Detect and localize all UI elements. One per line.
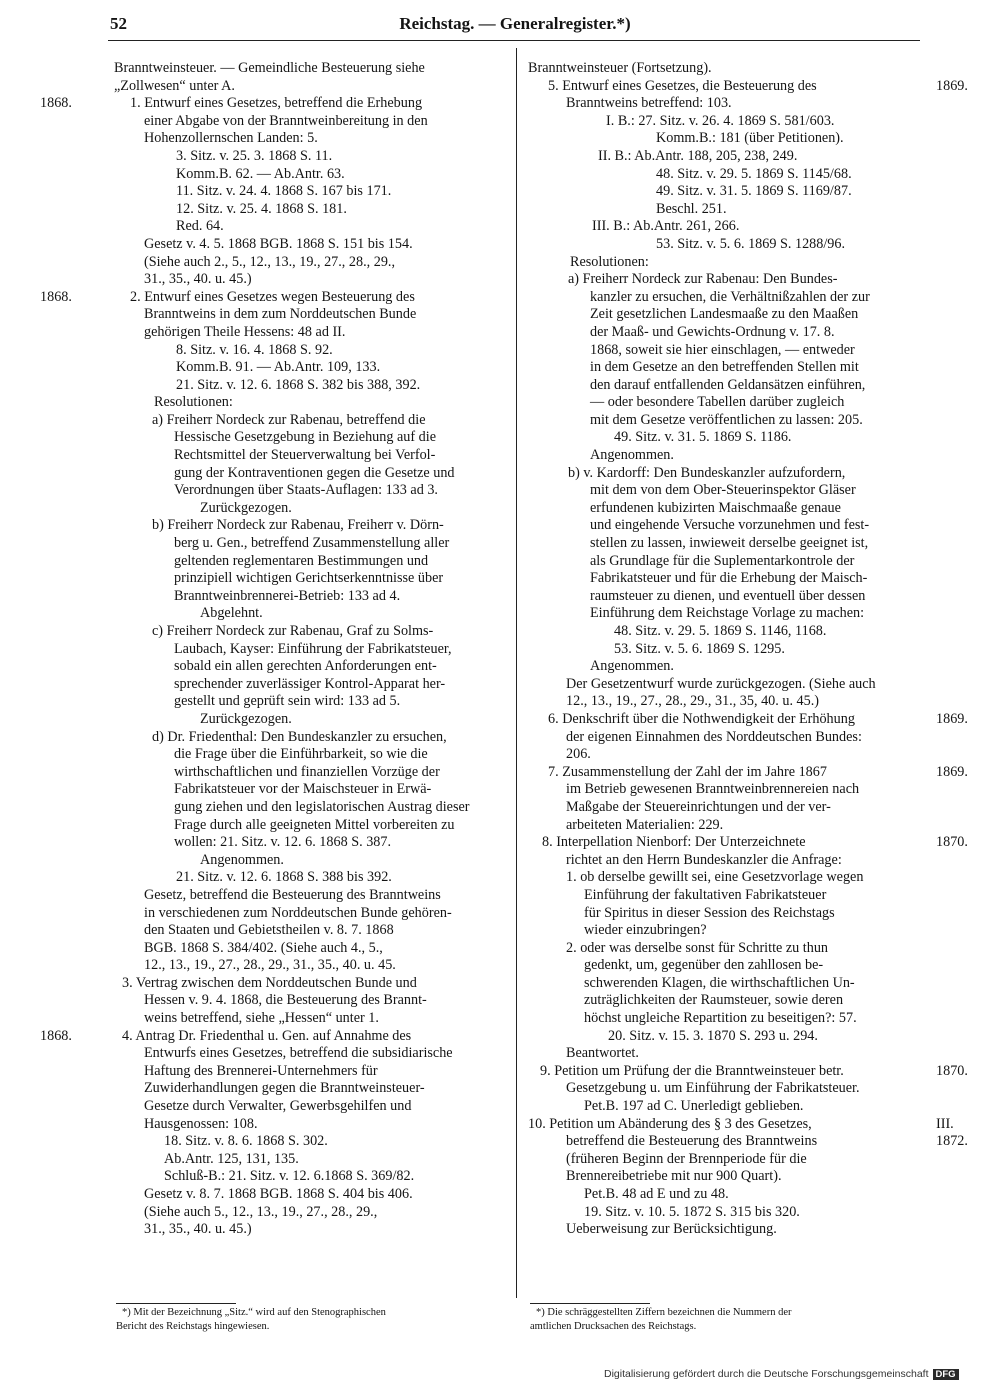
entry-line — [100, 1151, 504, 1169]
entry-text: Rechtsmittel der Steuerverwaltung bei Verfol- — [174, 447, 436, 464]
entry-text: Gesetz v. 8. 7. 1868 BGB. 1868 S. 404 bis 406. — [144, 1186, 413, 1202]
entry-text: Ueberweisung zur Berücksichtigung. — [566, 1221, 777, 1238]
entry-line — [526, 799, 916, 817]
entry-line — [100, 729, 504, 747]
entry-text: 3. Vertrag zwischen dem Norddeutschen Bunde und — [122, 974, 417, 991]
entry-text: 1. ob derselbe gewillt sei, eine Gesetzvorlage wegen — [566, 869, 864, 886]
entry-line — [526, 922, 916, 940]
entry-line — [526, 1133, 968, 1151]
entry-text: 21. Sitz. v. 12. 6. 1868 S. 388 bis 392. — [176, 869, 392, 886]
entry-text: Branntweinbrennerei-Betrieb: 133 ad 4. — [174, 587, 401, 604]
entry-text: 6. Denkschrift über die Nothwendigkeit der Erhöhung — [548, 710, 855, 727]
entry-line — [100, 324, 504, 342]
entry-line — [100, 869, 504, 887]
entry-line — [100, 412, 504, 430]
entry-line — [526, 1168, 916, 1186]
entry-text: 12. Sitz. v. 25. 4. 1868 S. 181. — [176, 200, 347, 217]
entry-text: Beschl. 251. — [656, 200, 727, 217]
entry-line — [100, 482, 504, 500]
entry-line — [526, 218, 916, 236]
entry-line — [526, 693, 916, 711]
entry-line — [526, 940, 916, 958]
entry-line — [100, 922, 504, 940]
year-label: 1868. — [40, 288, 72, 305]
entry-line — [526, 781, 916, 799]
left-column — [40, 60, 504, 1239]
entry-line — [100, 799, 504, 817]
entry-text: als Grundlage für die Suplementarkontrole der — [590, 552, 855, 569]
credit-text: Digitalisierung gefördert durch die Deutsche Forschungsgemeinschaft — [604, 1368, 929, 1380]
entry-line — [100, 781, 504, 799]
entry-text: raumsteuer zu dienen, und eventuell über dessen — [590, 587, 866, 604]
entry-line — [526, 412, 916, 430]
entry-text: 49. Sitz. v. 31. 5. 1869 S. 1186. — [614, 429, 792, 446]
entry-line — [526, 905, 916, 923]
entry-text: 7. Zusammenstellung der Zahl der im Jahre 1867 — [548, 763, 827, 780]
entry-text: d) Dr. Friedenthal: Den Bundeskanzler zu ersuchen, — [152, 728, 447, 745]
entry-line — [100, 517, 504, 535]
entry-text: 9. Petition um Prüfung der die Branntweinsteuer betr. — [540, 1062, 844, 1079]
entry-text: Abgelehnt. — [200, 605, 263, 622]
entry-line — [100, 553, 504, 571]
entry-text: Zuwiderhandlungen gegen die Branntweinsteuer- — [144, 1080, 425, 1097]
footnote-line: Bericht des Reichstags hingewiesen. — [116, 1321, 270, 1332]
entry-text: Hausgenossen: 108. — [144, 1115, 258, 1132]
entry-line — [526, 394, 916, 412]
entry-line — [526, 1151, 916, 1169]
entry-line — [526, 975, 916, 993]
entry-text: Gesetz, betreffend die Besteuerung des Branntweins — [144, 886, 441, 903]
page-header — [110, 14, 920, 38]
entry-line — [526, 623, 916, 641]
page-number: 52 — [110, 14, 127, 33]
entry-text: Gesetze durch Verwalter, Gewerbsgehilfen und — [144, 1098, 412, 1115]
entry-text: 2. oder was derselbe sonst für Schritte zu thun — [566, 939, 829, 956]
entry-text: Gesetzgebung u. um Einführung der Fabrikatsteuer. — [566, 1080, 860, 1097]
entry-text: 53. Sitz. v. 5. 6. 1869 S. 1295. — [614, 640, 785, 657]
entry-text: Hohenzollernschen Landen: 5. — [144, 130, 318, 147]
entry-line — [526, 676, 916, 694]
entry-line — [526, 957, 916, 975]
entry-text: 18. Sitz. v. 8. 6. 1868 S. 302. — [164, 1133, 328, 1150]
entry-text: Pet.B. 48 ad E und zu 48. — [584, 1186, 729, 1202]
entry-text: „Zollwesen“ unter A. — [114, 77, 235, 94]
entry-text: 21. Sitz. v. 12. 6. 1868 S. 382 bis 388, 392. — [176, 376, 421, 393]
entry-line — [100, 676, 504, 694]
footnote-left — [116, 1306, 508, 1334]
entry-line — [526, 377, 916, 395]
entry-text: 1868, soweit sie hier einschlagen, — entweder — [590, 341, 855, 358]
entry-line — [100, 570, 504, 588]
entry-line — [100, 130, 504, 148]
entry-text: Frage durch alle geeigneten Mittel vorbereiten zu — [174, 816, 455, 833]
header-rule — [108, 40, 920, 41]
entry-line — [526, 95, 916, 113]
entry-text: Angenommen. — [200, 851, 284, 868]
year-label: 1869. — [936, 710, 968, 727]
entry-line — [526, 992, 916, 1010]
entry-line — [100, 817, 504, 835]
entry-text: Branntweins in dem zum Norddeutschen Bunde — [144, 306, 417, 323]
entry-text: Zeit gesetzlichen Landesmaaße zu den Maaßen — [590, 306, 859, 323]
entry-text: einer Abgabe von der Branntweinbereitung in den — [144, 112, 428, 129]
entry-line — [526, 236, 916, 254]
entry-text: (früheren Beginn der Brennperiode für die — [566, 1150, 807, 1167]
entry-line — [526, 817, 916, 835]
entry-line — [526, 535, 916, 553]
entry-text: Angenommen. — [590, 658, 674, 675]
entry-line — [100, 271, 504, 289]
entry-line — [100, 148, 504, 166]
entry-line — [526, 641, 916, 659]
entry-line — [526, 869, 916, 887]
entry-line — [526, 605, 916, 623]
entry-text: kanzler zu ersuchen, die Verhältnißzahlen der zur — [590, 288, 870, 305]
entry-line — [100, 359, 504, 377]
entry-text: Hessische Gesetzgebung in Beziehung auf die — [174, 429, 436, 446]
entry-text: Entwurfs eines Gesetzes, betreffend die subsidiarische — [144, 1045, 453, 1062]
entry-line — [526, 517, 916, 535]
entry-line — [100, 465, 504, 483]
entry-text: gung der Kontraventionen gegen die Gesetze und — [174, 464, 455, 481]
entry-line — [100, 1116, 504, 1134]
entry-text: Komm.B. 62. — Ab.Antr. 63. — [176, 165, 345, 182]
entry-line — [100, 342, 504, 360]
entry-line — [526, 306, 916, 324]
entry-line — [100, 693, 504, 711]
entry-line — [526, 183, 916, 201]
entry-line — [100, 764, 504, 782]
entry-line — [100, 166, 504, 184]
entry-line — [526, 834, 968, 852]
entry-text: 2. Entwurf eines Gesetzes wegen Besteuerung des — [130, 288, 415, 305]
right-column — [526, 60, 968, 1239]
entry-text: Hessen v. 9. 4. 1868, die Besteuerung des Brannt- — [144, 992, 427, 1009]
entry-text: Verordnungen über Staats-Auflagen: 133 ad 3. — [174, 482, 438, 499]
entry-text: Pet.B. 197 ad C. Unerledigt geblieben. — [584, 1098, 804, 1115]
entry-line — [526, 113, 916, 131]
year-label: 1870. — [936, 834, 968, 851]
year-label: 1869. — [936, 77, 968, 94]
entry-text: Schluß-B.: 21. Sitz. v. 12. 6.1868 S. 369/82. — [164, 1168, 415, 1185]
entry-text: wirthschaftlichen und finanziellen Vorzüge der — [174, 763, 440, 780]
entry-line — [526, 482, 916, 500]
entry-line — [40, 288, 504, 307]
entry-line — [526, 271, 916, 289]
entry-text: gung ziehen und den legislatorischen Austrag dieser — [174, 798, 470, 815]
year-label: 1868. — [40, 95, 72, 112]
year-label: 1868. — [40, 1027, 72, 1044]
entry-line — [100, 1080, 504, 1098]
entry-text: Gesetz v. 4. 5. 1868 BGB. 1868 S. 151 bis 154. — [144, 235, 413, 252]
entry-text: berg u. Gen., betreffend Zusammenstellung aller — [174, 535, 450, 552]
entry-text: III. B.: Ab.Antr. 261, 266. — [592, 218, 740, 235]
entry-text: 11. Sitz. v. 24. 4. 1868 S. 167 bis 171. — [176, 183, 392, 200]
entry-line — [526, 447, 916, 465]
entry-text: 48. Sitz. v. 29. 5. 1869 S. 1146, 1168. — [614, 623, 827, 639]
entry-line — [100, 746, 504, 764]
entry-line — [526, 359, 916, 377]
entry-text: 206. — [566, 746, 591, 763]
entry-line — [526, 658, 916, 676]
entry-text: den darauf entfallenden Geldansätzen einführen, — [590, 376, 866, 393]
entry-text: weins betreffend, siehe „Hessen“ unter 1. — [144, 1010, 379, 1027]
entry-line — [100, 429, 504, 447]
entry-line — [526, 729, 916, 747]
entry-text: stellen zu lassen, inwieweit derselbe geeignet ist, — [590, 535, 869, 552]
footnote-rule-left — [116, 1303, 236, 1304]
entry-line — [100, 887, 504, 905]
entry-text: Einführung der fakultativen Fabrikatsteuer — [584, 886, 827, 903]
entry-line — [526, 763, 968, 782]
entry-line — [526, 342, 916, 360]
entry-line — [100, 658, 504, 676]
entry-text: II. B.: Ab.Antr. 188, 205, 238, 249. — [598, 147, 798, 164]
entry-text: in dem Gesetze an den betreffenden Stellen mit — [590, 359, 859, 376]
entry-line — [100, 377, 504, 395]
entry-line — [100, 1186, 504, 1204]
entry-line — [100, 236, 504, 254]
entry-line — [100, 394, 504, 412]
footnote-right — [530, 1306, 920, 1334]
entry-line — [100, 641, 504, 659]
entry-line — [526, 1098, 916, 1116]
entry-line — [100, 113, 504, 131]
entry-text: Fabrikatsteuer vor der Maischsteuer in Erwä- — [174, 781, 432, 798]
entry-text: und eingehende Versuche vorzunehmen und fest- — [590, 517, 870, 534]
entry-text: zuträglichkeiten der Raumsteuer, sowie deren — [584, 992, 844, 1009]
entry-text: Komm.B.: 181 (über Petitionen). — [656, 130, 844, 147]
entry-text: (Siehe auch 2., 5., 12., 13., 19., 27., 28., 29., — [144, 253, 396, 270]
entry-line — [526, 77, 968, 96]
entry-line — [40, 95, 504, 113]
entry-text: 8. Interpellation Nienborf: Der Unterzeichnete — [542, 834, 806, 851]
entry-line — [526, 553, 916, 571]
entry-line — [526, 1221, 916, 1239]
entry-line — [100, 1098, 504, 1116]
entry-line — [100, 218, 504, 236]
entry-text: prinzipiell wichtigen Gerichtserkenntnisse über — [174, 570, 444, 587]
footnote-line: *) Mit der Bezeichnung „Sitz.“ wird auf den Stenographischen — [122, 1307, 386, 1318]
entry-line — [526, 1186, 916, 1204]
entry-line — [526, 429, 916, 447]
entry-line — [526, 1045, 916, 1063]
dfg-logo: DFG — [933, 1369, 959, 1380]
entry-text: Branntweins betreffend: 103. — [566, 95, 732, 112]
entry-line — [526, 1010, 916, 1028]
entry-text: gehörigen Theile Hessens: 48 ad II. — [144, 323, 346, 340]
entry-text: Branntweinsteuer (Fortsetzung). — [528, 60, 712, 76]
entry-line — [100, 1204, 504, 1222]
entry-line — [100, 1010, 504, 1028]
entry-text: 12., 13., 19., 27., 28., 29., 31., 35, 40. u. 45.) — [566, 693, 820, 710]
entry-text: richtet an den Herrn Bundeskanzler die Anfrage: — [566, 851, 842, 868]
entry-line — [526, 500, 916, 518]
entry-line — [100, 306, 504, 324]
column-divider — [516, 48, 517, 1298]
entry-line — [100, 254, 504, 272]
entry-text: 31., 35., 40. u. 45.) — [144, 1221, 252, 1238]
entry-line — [526, 887, 916, 905]
entry-text: Der Gesetzentwurf wurde zurückgezogen. (Siehe auch — [566, 675, 876, 692]
entry-text: c) Freiherr Nordeck zur Rabenau, Graf zu Solms- — [152, 623, 434, 639]
entry-line — [100, 1221, 504, 1239]
entry-text: 12., 13., 19., 27., 28., 29., 31., 35., 40. u. 45. — [144, 957, 396, 974]
year-label: 1870. — [936, 1062, 968, 1079]
entry-line — [100, 852, 504, 870]
entry-line — [100, 1168, 504, 1186]
entry-text: Angenommen. — [590, 447, 674, 464]
entry-text: Laubach, Kayser: Einführung der Fabrikatsteuer, — [174, 640, 452, 657]
entry-line — [100, 623, 504, 641]
entry-line — [526, 570, 916, 588]
entry-text: Zurückgezogen. — [200, 499, 292, 516]
entry-line — [40, 1027, 504, 1046]
entry-line — [100, 1045, 504, 1063]
entry-line — [100, 711, 504, 729]
entry-text: 8. Sitz. v. 16. 4. 1868 S. 92. — [176, 341, 333, 358]
entry-text: betreffend die Besteuerung des Branntweins — [566, 1133, 818, 1150]
entry-text: der Maaß- und Gewichts-Ordnung v. 17. 8. — [590, 323, 835, 340]
entry-text: sprechender zuverlässiger Kontrol-Apparat her- — [174, 675, 446, 692]
running-title: Reichstag. — Generalregister.*) — [399, 14, 631, 33]
entry-text: der eigenen Einnahmen des Norddeutschen Bundes: — [566, 728, 862, 745]
entry-text: gedenkt, um, gegenüber den zahllosen be- — [584, 957, 824, 974]
entry-text: I. B.: 27. Sitz. v. 26. 4. 1869 S. 581/603. — [606, 112, 835, 129]
footnote-line: *) Die schräggestellten Ziffern bezeichnen die Nummern der — [536, 1307, 792, 1318]
entry-text: mit dem Gesetze veröffentlichen zu lassen: 205. — [590, 411, 863, 428]
entry-line — [100, 447, 504, 465]
entry-text: Brennereibetriebe mit nur 900 Quart). — [566, 1168, 782, 1185]
entry-text: Komm.B. 91. — Ab.Antr. 109, 133. — [176, 359, 381, 376]
entry-text: Einführung dem Reichstage Vorlage zu machen: — [590, 605, 865, 622]
entry-text: b) Freiherr Nordeck zur Rabenau, Freiherr v. Dörn- — [152, 517, 444, 534]
entry-text: Beantwortet. — [566, 1045, 639, 1062]
entry-text: schwerenden Klagen, die wirthschaftlichen Un- — [584, 974, 855, 991]
entry-line — [526, 60, 916, 78]
year-label: 1869. — [936, 763, 968, 780]
entry-text: 1. Entwurf eines Gesetzes, betreffend die Erhebung — [130, 95, 423, 112]
entry-text: b) v. Kardorff: Den Bundeskanzler aufzufordern, — [568, 464, 846, 481]
entry-text: Ab.Antr. 125, 131, 135. — [164, 1150, 299, 1167]
entry-text: a) Freiherr Nordeck zur Rabenau: Den Bundes- — [568, 271, 838, 288]
entry-text: erfundenen kubizirten Maischmaaße genaue — [590, 499, 841, 516]
entry-line — [526, 201, 916, 219]
entry-line — [526, 1028, 916, 1046]
entry-line — [526, 588, 916, 606]
entry-text: (Siehe auch 5., 12., 13., 19., 27., 28., 29., — [144, 1203, 378, 1220]
entry-line — [526, 1204, 916, 1222]
digitization-credit — [604, 1368, 959, 1380]
year-label: III. — [936, 1115, 954, 1132]
entry-line — [100, 535, 504, 553]
entry-line — [526, 1062, 968, 1081]
entry-line — [526, 465, 916, 483]
entry-line — [526, 130, 916, 148]
entry-line — [100, 60, 504, 78]
entry-line — [100, 183, 504, 201]
entry-text: — oder besondere Tabellen darüber zugleich — [590, 394, 845, 411]
entry-text: geltenden reglementaren Bestimmungen und — [174, 552, 429, 569]
entry-line — [100, 1063, 504, 1081]
entry-text: Red. 64. — [176, 218, 224, 235]
entry-line — [526, 852, 916, 870]
entry-text: 31., 35., 40. u. 45.) — [144, 271, 252, 288]
entry-text: 49. Sitz. v. 31. 5. 1869 S. 1169/87. — [656, 183, 852, 200]
entry-text: sobald ein allen gerechten Anforderungen ent- — [174, 658, 437, 675]
entry-text: 3. Sitz. v. 25. 3. 1868 S. 11. — [176, 147, 333, 164]
entry-line — [526, 1080, 916, 1098]
entry-text: 10. Petition um Abänderung des § 3 des Gesetzes, — [528, 1115, 812, 1132]
entry-text: wollen: 21. Sitz. v. 12. 6. 1868 S. 387. — [174, 834, 392, 851]
entry-text: mit dem von dem Ober-Steuerinspektor Gläser — [590, 482, 856, 499]
entry-line — [526, 324, 916, 342]
entry-line — [526, 1115, 954, 1134]
entry-text: 53. Sitz. v. 5. 6. 1869 S. 1288/96. — [656, 235, 846, 252]
entry-text: in verschiedenen zum Norddeutschen Bunde gehören- — [144, 904, 452, 921]
entry-text: die Frage über die Einführbarkeit, so wie die — [174, 746, 428, 763]
entry-text: 4. Antrag Dr. Friedenthal u. Gen. auf Annahme des — [122, 1027, 412, 1044]
entry-text: Maßgabe der Steuereinrichtungen und der ver- — [566, 798, 831, 815]
entry-text: Resolutionen: — [154, 394, 233, 411]
entry-text: für Spiritus in dieser Session des Reichstags — [584, 904, 835, 921]
entry-line — [526, 166, 916, 184]
entry-text: Fabrikatsteuer und für die Erhebung der Maisch- — [590, 570, 868, 587]
entry-text: a) Freiherr Nordeck zur Rabenau, betreffend die — [152, 411, 426, 428]
entry-line — [100, 834, 504, 852]
entry-text: gestellt und geprüft sein wird: 133 ad 5. — [174, 693, 401, 710]
entry-line — [526, 254, 916, 272]
entry-line — [100, 905, 504, 923]
year-label: 1872. — [936, 1133, 968, 1150]
entry-text: 20. Sitz. v. 15. 3. 1870 S. 293 u. 294. — [608, 1027, 818, 1044]
entry-text: arbeiteten Materialien: 229. — [566, 816, 724, 833]
entry-line — [526, 289, 916, 307]
entry-text: BGB. 1868 S. 384/402. (Siehe auch 4., 5., — [144, 939, 383, 956]
entry-line — [100, 201, 504, 219]
entry-line — [526, 746, 916, 764]
entry-line — [100, 78, 504, 96]
entry-line — [100, 940, 504, 958]
footnote-rule-right — [530, 1303, 650, 1304]
footnote-line: amtlichen Drucksachen des Reichstags. — [530, 1321, 697, 1332]
entry-line — [100, 500, 504, 518]
entry-line — [100, 992, 504, 1010]
entry-text: 5. Entwurf eines Gesetzes, die Besteuerung des — [548, 77, 817, 94]
entry-text: 48. Sitz. v. 29. 5. 1869 S. 1145/68. — [656, 165, 852, 182]
entry-line — [100, 957, 504, 975]
entry-text: wieder einzubringen? — [584, 922, 707, 939]
entry-text: den Staaten und Gebietstheilen v. 8. 7. 1868 — [144, 922, 394, 939]
entry-line — [100, 1133, 504, 1151]
entry-line — [526, 710, 968, 729]
entry-line — [100, 588, 504, 606]
entry-text: Haftung des Brennerei-Unternehmers für — [144, 1062, 378, 1079]
entry-line — [100, 975, 504, 993]
entry-text: im Betrieb gewesenen Branntweinbrennereien nach — [566, 781, 860, 798]
entry-text: höchst ungleiche Repartition zu beseitigen?: 57. — [584, 1010, 857, 1027]
entry-line — [100, 605, 504, 623]
entry-line — [526, 148, 916, 166]
entry-text: 19. Sitz. v. 10. 5. 1872 S. 315 bis 320. — [584, 1203, 800, 1220]
entry-text: Branntweinsteuer. — Gemeindliche Besteuerung siehe — [114, 60, 425, 76]
entry-text: Resolutionen: — [570, 253, 649, 270]
entry-text: Zurückgezogen. — [200, 710, 292, 727]
